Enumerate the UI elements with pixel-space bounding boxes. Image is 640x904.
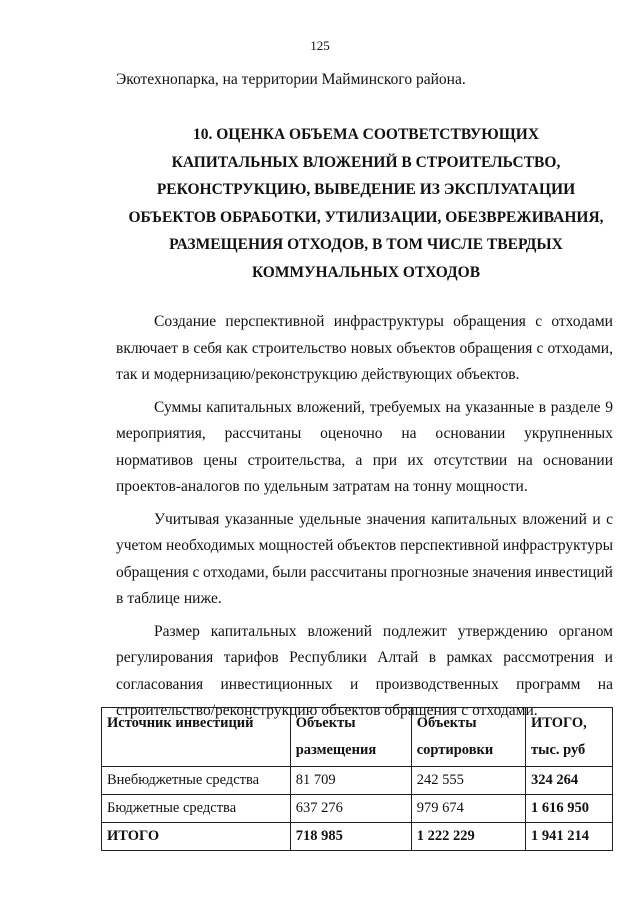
text-line <box>116 586 613 613</box>
word: себя <box>193 339 222 357</box>
word: строительство <box>251 339 347 357</box>
word: Алтай <box>377 649 419 666</box>
word: тонну <box>413 478 452 495</box>
word: и <box>604 649 613 666</box>
heading-line: КОММУНАЛЬНЫХ ОТХОДОВ <box>251 263 481 281</box>
word: действующих <box>361 366 453 383</box>
text-line <box>116 421 613 448</box>
word: по <box>243 478 260 495</box>
word: на <box>445 398 461 416</box>
word: нормативов <box>116 451 194 469</box>
word: мощностей <box>258 537 334 554</box>
row-total-value: 1 941 214 <box>526 823 613 851</box>
word: указанные <box>224 510 294 528</box>
header-text: Объекты <box>295 715 356 731</box>
word: Размер <box>154 622 200 640</box>
word: оценочно <box>320 425 383 442</box>
header-text: размещения <box>295 742 377 758</box>
word: отходами, <box>203 563 269 581</box>
word: перспективной <box>225 313 325 330</box>
text-line <box>116 474 613 501</box>
text-line <box>116 362 613 389</box>
heading-line: 10. ОЦЕНКА ОБЪЕМА СООТВЕТСТВУЮЩИХ <box>192 126 540 143</box>
word: регулирования <box>116 649 214 666</box>
header-text: тыс. руб <box>531 742 586 758</box>
paragraph <box>116 309 613 389</box>
text-line <box>116 533 613 560</box>
row-total-value: 324 264 <box>526 767 613 795</box>
word: инфраструктуры <box>333 313 444 330</box>
word: так <box>116 366 138 383</box>
word: 9 <box>605 398 613 416</box>
word: затратам <box>332 478 391 495</box>
word: указанные <box>465 398 535 416</box>
row-placement-value: 718 985 <box>290 823 411 851</box>
word: укрупненных <box>524 425 613 442</box>
word: программ <box>516 675 581 693</box>
table-total-row <box>102 823 613 851</box>
header-text: Источник инвестиций <box>107 715 254 731</box>
header-sorting-objects <box>411 708 525 767</box>
word: объектов <box>396 339 456 357</box>
word: вложений, <box>296 398 365 416</box>
word: и <box>592 510 601 528</box>
word: капитальных <box>206 398 292 416</box>
word: рассчитаны <box>310 563 387 581</box>
word: отсутствии <box>433 451 508 469</box>
word: объектов. <box>456 366 520 383</box>
word: и <box>141 366 150 383</box>
word: с <box>536 339 544 357</box>
word: согласования <box>116 675 204 693</box>
word: Создание <box>154 313 217 330</box>
word: на <box>394 478 410 495</box>
row-placement-value: 81 709 <box>290 767 411 795</box>
word: разделе <box>550 398 601 416</box>
word: обращения <box>459 339 533 357</box>
word: подлежит <box>382 622 447 640</box>
word: строительство/реконструкцию <box>116 702 318 719</box>
word: были <box>272 563 307 581</box>
row-source: Внебюджетные средства <box>102 767 291 795</box>
word: объектов <box>337 537 397 554</box>
word: производственных <box>375 675 499 693</box>
word: цены <box>203 451 238 469</box>
header-source <box>102 708 291 767</box>
word: ниже. <box>183 590 222 607</box>
word: необходимых <box>166 537 255 554</box>
word: удельные <box>299 510 362 528</box>
word: а <box>355 451 363 469</box>
word: перспективной <box>399 537 500 554</box>
row-total-value: 1 616 950 <box>526 795 613 823</box>
row-sorting-value: 242 555 <box>411 767 525 795</box>
section-heading <box>116 121 616 286</box>
word: проектов-аналогов <box>116 478 240 495</box>
word: инвестиций <box>535 563 613 581</box>
word: отходами, <box>547 339 613 357</box>
word: инвестиционных <box>220 675 333 693</box>
word: рассмотрения <box>503 649 595 666</box>
word: на <box>517 451 533 469</box>
word: вложений <box>522 510 587 528</box>
word: учетом <box>116 537 163 554</box>
row-sorting-value: 1 222 229 <box>411 823 525 851</box>
text-line <box>116 309 613 336</box>
word: отходами <box>551 313 613 330</box>
word: требуемых <box>369 398 441 416</box>
word: обращения <box>453 313 526 330</box>
word: вложений <box>307 622 372 640</box>
word: Учитывая <box>154 510 220 528</box>
word: в <box>182 339 190 357</box>
word: обращения <box>116 563 189 581</box>
word: тарифов <box>223 649 279 666</box>
word: инфраструктуры <box>502 537 613 554</box>
word: значения <box>366 510 426 528</box>
word: органом <box>558 622 613 640</box>
word: как <box>226 339 248 357</box>
body-text <box>116 309 613 731</box>
text-line <box>116 560 613 587</box>
word: значения <box>472 563 532 581</box>
paragraph <box>116 395 613 501</box>
word: мощности. <box>455 478 528 495</box>
header-text: ИТОГО, <box>531 715 587 731</box>
word: при <box>372 451 398 469</box>
heading-line: ОБЪЕКТОВ ОБРАБОТКИ, УТИЛИЗАЦИИ, ОБЕЗВРЕЖИВАНИЯ, <box>128 208 604 226</box>
word: рассчитаны <box>224 425 302 442</box>
text-line <box>116 645 613 672</box>
word: Республики <box>289 649 367 666</box>
paragraph <box>116 507 613 613</box>
text-line <box>116 672 613 699</box>
word: обращения <box>384 702 458 719</box>
word: с <box>606 510 613 528</box>
row-source: Бюджетные средства <box>102 795 291 823</box>
row-source: ИТОГО <box>102 823 291 851</box>
heading-line: РЕКОНСТРУКЦИЮ, ВЫВЕДЕНИЕ ИЗ ЭКСПЛУАТАЦИИ <box>156 181 576 198</box>
word: с <box>461 702 469 719</box>
word: в <box>116 590 124 607</box>
word: основании <box>435 425 506 442</box>
header-text: Объекты <box>416 715 477 731</box>
header-text: сортировки <box>416 742 494 758</box>
table-row <box>102 767 613 795</box>
word: таблице <box>127 590 180 607</box>
word: строительства, <box>247 451 346 469</box>
table-header-row <box>102 708 613 767</box>
word: рамках <box>446 649 493 666</box>
table-row <box>102 795 613 823</box>
word: Суммы <box>154 398 202 416</box>
word: новых <box>350 339 393 357</box>
row-sorting-value: 979 674 <box>411 795 525 823</box>
text-line <box>116 395 613 422</box>
text-line <box>116 336 613 363</box>
heading-line: КАПИТАЛЬНЫХ ВЛОЖЕНИЙ В СТРОИТЕЛЬСТВО, <box>171 153 561 171</box>
row-placement-value: 637 276 <box>290 795 411 823</box>
text-line <box>116 448 613 475</box>
word: удельным <box>263 478 329 495</box>
word: их <box>407 451 424 469</box>
word: прогнозные <box>390 563 469 581</box>
word: основании <box>543 451 613 469</box>
word: включает <box>116 339 178 357</box>
word: объектов <box>321 702 381 719</box>
investment-table <box>101 707 613 851</box>
word: в <box>538 398 547 416</box>
page-number: 125 <box>310 38 330 53</box>
word: и <box>349 675 359 693</box>
text-line <box>116 507 613 534</box>
word: с <box>535 313 543 330</box>
word: капитальных <box>210 622 297 640</box>
word: капитальных <box>431 510 517 528</box>
word: отходами. <box>472 702 538 719</box>
word: на <box>401 425 417 442</box>
word: утверждению <box>457 622 548 640</box>
text-line <box>116 619 613 646</box>
word: мероприятия, <box>116 425 206 442</box>
carry-over-line: Экотехнопарка, на территории Майминского района. <box>116 71 466 88</box>
heading-line: РАЗМЕЩЕНИЯ ОТХОДОВ, В ТОМ ЧИСЛЕ ТВЕРДЫХ <box>169 236 563 253</box>
word: на <box>597 675 613 693</box>
header-placement-objects <box>290 708 411 767</box>
word: с <box>192 563 200 581</box>
header-total <box>526 708 613 767</box>
word: модернизацию/реконструкцию <box>153 366 358 383</box>
word: в <box>428 649 437 666</box>
